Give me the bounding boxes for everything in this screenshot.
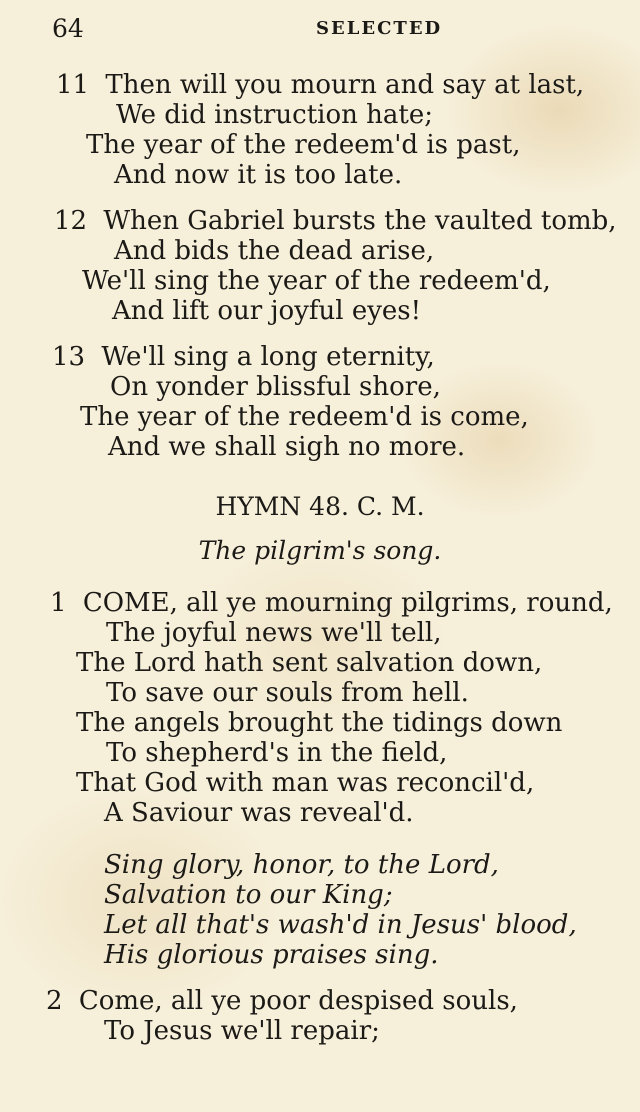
stanza-line: And now it is too late. (114, 160, 403, 190)
stanza-line: The year of the redeem'd is past, (86, 130, 521, 160)
chorus-line: Salvation to our King; (104, 880, 393, 910)
stanza-line: To Jesus we'll repair; (104, 1016, 380, 1046)
chorus-line: His glorious praises sing. (104, 940, 439, 970)
stanza-line-text: When Gabriel bursts the vaulted tomb, (103, 206, 617, 236)
stanza-line: To save our souls from hell. (106, 678, 469, 708)
stanza-line (54, 206, 617, 236)
stanza-number: 1 (50, 588, 67, 618)
stanza-number: 2 (46, 986, 63, 1016)
page-number: 64 (52, 14, 84, 43)
stanza-line: And we shall sigh no more. (108, 432, 466, 462)
stanza-line: The year of the redeem'd is come, (80, 402, 529, 432)
stanza-line-text: COME, all ye mourning pilgrims, round, (82, 588, 613, 618)
hymn-title: HYMN 48. C. M. (215, 492, 425, 521)
stanza-line (46, 986, 518, 1016)
stanza-line-text: Come, all ye poor despised souls, (78, 986, 518, 1016)
stanza-line: To shepherd's in the field, (106, 738, 448, 768)
stanza-line-text: We'll sing a long eternity, (101, 342, 435, 372)
stanza-line-text: Then will you mourn and say at last, (105, 70, 585, 100)
hymn-subtitle: The pilgrim's song. (198, 536, 442, 565)
page-header (0, 14, 640, 44)
stanza-line: On yonder blissful shore, (110, 372, 441, 402)
stanza-line: The angels brought the tidings down (76, 708, 563, 738)
stanza-line: We did instruction hate; (116, 100, 433, 130)
chorus-line: Sing glory, honor, to the Lord, (104, 850, 499, 880)
stanza-number: 13 (52, 342, 86, 372)
stanza-line: And bids the dead arise, (114, 236, 435, 266)
stanza-line: That God with man was reconcil'd, (76, 768, 535, 798)
chorus-line: Let all that's wash'd in Jesus' blood, (104, 910, 577, 940)
stanza-line: And lift our joyful eyes! (112, 296, 422, 326)
stanza-number: 11 (56, 70, 90, 100)
stanza-line: We'll sing the year of the redeem'd, (82, 266, 551, 296)
stanza-number: 12 (54, 206, 88, 236)
stanza-line (56, 70, 584, 100)
stanza-line: A Saviour was reveal'd. (104, 798, 414, 828)
stanza-line: The joyful news we'll tell, (106, 618, 442, 648)
stanza-line: The Lord hath sent salvation down, (76, 648, 543, 678)
stanza-line (52, 342, 435, 372)
running-head: SELECTED (316, 18, 443, 39)
stanza-line (50, 588, 613, 618)
